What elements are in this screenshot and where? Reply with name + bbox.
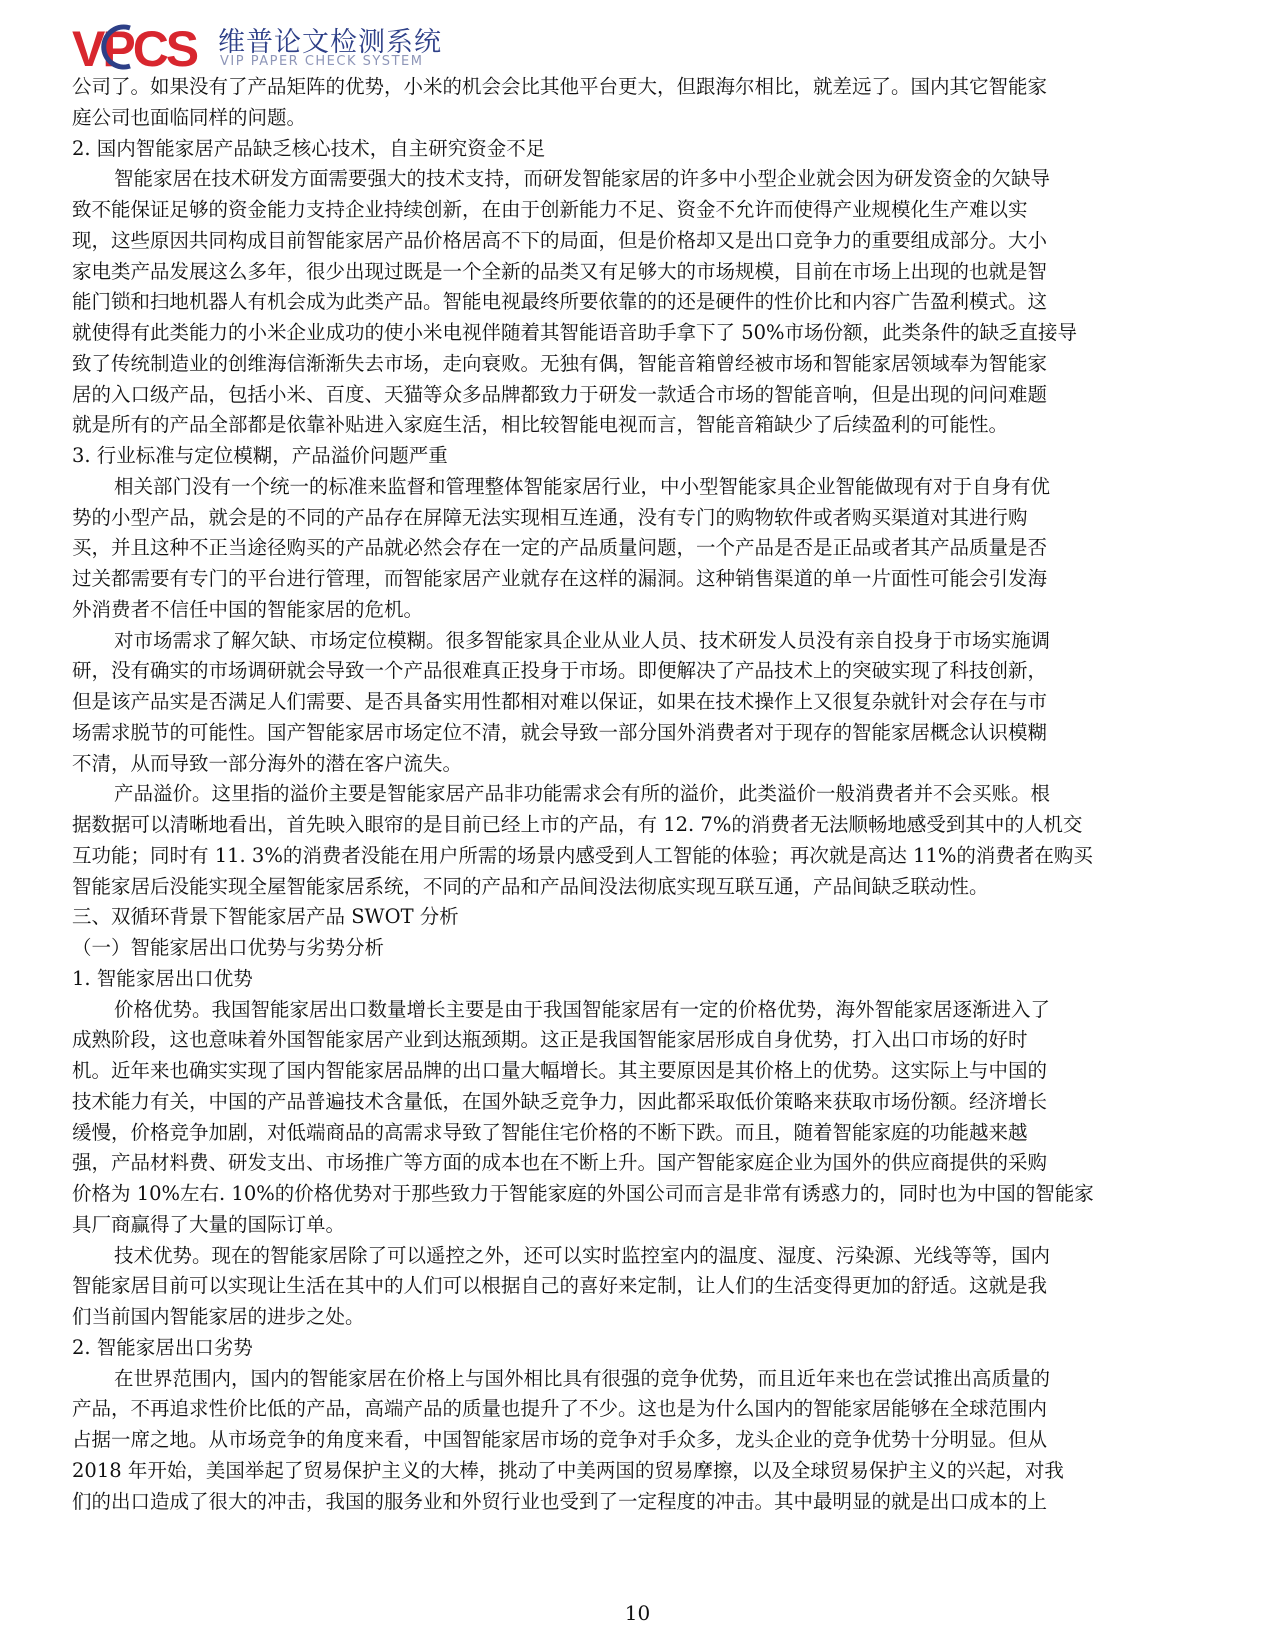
text-line: 缓慢，价格竞争加剧，对低端商品的高需求导致了智能住宅价格的不断下跌。而且，随着智能家庭的功能越来越 bbox=[72, 1120, 1028, 1144]
document-body bbox=[72, 72, 1190, 1517]
text-line: 1. 智能家居出口优势 bbox=[72, 966, 253, 990]
text-line: 居的入口级产品，包括小米、百度、天猫等众多品牌都致力于研发一款适合市场的智能音响，但是出现的问问难题 bbox=[72, 382, 1048, 406]
text-line: 研，没有确实的市场调研就会导致一个产品很难真正投身于市场。即便解决了产品技术上的突破实现了科技创新， bbox=[72, 659, 1048, 683]
text-line: 就是所有的产品全部都是依靠补贴进入家庭生活，相比较智能电视而言，智能音箱缺少了后续盈利的可能性。 bbox=[72, 413, 1009, 437]
text-line: 致了传统制造业的创维海信渐渐失去市场，走向衰败。无独有偶，智能音箱曾经被市场和智能家居领域奉为智能家 bbox=[72, 351, 1048, 375]
text-line: 价格优势。我国智能家居出口数量增长主要是由于我国智能家居有一定的价格优势，海外智能家居逐渐进入了 bbox=[114, 997, 1051, 1021]
text-line: 2. 国内智能家居产品缺乏核心技术，自主研究资金不足 bbox=[72, 136, 546, 160]
text-line: 现，这些原因共同构成目前智能家居产品价格居高不下的局面，但是价格却又是出口竞争力的重要组成部分。大小 bbox=[72, 228, 1048, 252]
text-line: 外消费者不信任中国的智能家居的危机。 bbox=[72, 597, 424, 621]
text-line: 价格为 10%左右. 10%的价格优势对于那些致力于智能家庭的外国公司而言是非常有诱惑力的，同时也为中国的智能家 bbox=[72, 1182, 1094, 1205]
text-line: 们当前国内智能家居的进步之处。 bbox=[72, 1305, 365, 1328]
text-line: 庭公司也面临同样的问题。 bbox=[72, 105, 307, 129]
text-line: 家电类产品发展这么多年，很少出现过既是一个全新的品类又有足够大的市场规模，目前在市场上出现的也就是智 bbox=[72, 259, 1048, 283]
brand-name-cn: 维普论文检测系统 bbox=[218, 27, 442, 58]
text-line: 们的出口造成了很大的冲击，我国的服务业和外贸行业也受到了一定程度的冲击。其中最明显的就是出口成本的上 bbox=[72, 1489, 1048, 1513]
text-line: 就使得有此类能力的小米企业成功的使小米电视伴随着其智能语音助手拿下了 50%市场份额，此类条件的缺乏直接导 bbox=[72, 321, 1078, 344]
text-line: 买，并且这种不正当途径购买的产品就必然会存在一定的产品质量问题，一个产品是否是正品或者其产品质量是否 bbox=[72, 536, 1048, 560]
text-line: 势的小型产品，就会是的不同的产品存在屏障无法实现相互连通，没有专门的购物软件或者购买渠道对其进行购 bbox=[72, 505, 1028, 529]
svg-text:VPCS: VPCS bbox=[72, 21, 197, 74]
text-line: 技术能力有关，中国的产品普遍技术含量低，在国外缺乏竞争力，因此都采取低价策略来获取市场份额。经济增长 bbox=[72, 1089, 1048, 1113]
text-line: 2018 年开始，美国举起了贸易保护主义的大棒，挑动了中美两国的贸易摩擦，以及全球贸易保护主义的兴起，对我 bbox=[72, 1458, 1064, 1482]
text-line: 不清，从而导致一部分海外的潜在客户流失。 bbox=[72, 751, 463, 775]
brand-name-en: VIP PAPER CHECK SYSTEM bbox=[220, 54, 424, 69]
text-line: 智能家居后没能实现全屋智能家居系统，不同的产品和产品间没法彻底实现互联互通，产品间缺乏联动性。 bbox=[72, 874, 989, 898]
text-line: 能门锁和扫地机器人有机会成为此类产品。智能电视最终所要依靠的的还是硬件的性价比和内容广告盈利模式。这 bbox=[72, 290, 1048, 314]
text-line: 场需求脱节的可能性。国产智能家居市场定位不清，就会导致一部分国外消费者对于现存的智能家居概念认识模糊 bbox=[72, 720, 1048, 744]
text-line: 机。近年来也确实实现了国内智能家居品牌的出口量大幅增长。其主要原因是其价格上的优势。这实际上与中国的 bbox=[72, 1059, 1048, 1082]
text-line: 2. 智能家居出口劣势 bbox=[72, 1335, 253, 1359]
text-line: 具厂商赢得了大量的国际订单。 bbox=[72, 1212, 346, 1236]
text-line: 致不能保证足够的资金能力支持企业持续创新，在由于创新能力不足、资金不允许而使得产业规模化生产难以实 bbox=[72, 198, 1028, 221]
text-line: 互功能；同时有 11. 3%的消费者没能在用户所需的场景内感受到人工智能的体验；再次就是高达 11%的消费者在购买 bbox=[72, 843, 1093, 867]
text-line: 产品溢价。这里指的溢价主要是智能家居产品非功能需求会有所的溢价，此类溢价一般消费者并不会买账。根 bbox=[114, 782, 1051, 806]
text-line: 强，产品材料费、研发支出、市场推广等方面的成本也在不断上升。国产智能家庭企业为国外的供应商提供的采购 bbox=[72, 1151, 1048, 1175]
text-line: 占据一席之地。从市场竞争的角度来看，中国智能家居市场的竞争对手众多，龙头企业的竞争优势十分明显。但从 bbox=[72, 1428, 1048, 1451]
text-line: （一）智能家居出口优势与劣势分析 bbox=[72, 936, 385, 959]
text-line: 产品，不再追求性价比低的产品，高端产品的质量也提升了不少。这也是为什么国内的智能家居能够在全球范围内 bbox=[72, 1397, 1048, 1421]
text-line: 智能家居在技术研发方面需要强大的技术支持，而研发智能家居的许多中小型企业就会因为研发资金的欠缺导 bbox=[114, 167, 1051, 191]
text-line: 相关部门没有一个统一的标准来监督和管理整体智能家居行业，中小型智能家具企业智能做现有对于自身有优 bbox=[114, 474, 1051, 498]
document-header bbox=[72, 18, 672, 74]
vpcs-logo bbox=[72, 18, 212, 74]
text-line: 三、双循环背景下智能家居产品 SWOT 分析 bbox=[72, 905, 459, 929]
text-line: 但是该产品实是否满足人们需要、是否具备实用性都相对难以保证，如果在技术操作上又很复杂就针对会存在与市 bbox=[72, 690, 1048, 713]
text-line: 技术优势。现在的智能家居除了可以遥控之外，还可以实时监控室内的温度、湿度、污染源、光线等等，国内 bbox=[114, 1243, 1051, 1267]
text-line: 过关都需要有专门的平台进行管理，而智能家居产业就存在这样的漏洞。这种销售渠道的单一片面性可能会引发海 bbox=[72, 567, 1048, 590]
page-number: 10 bbox=[624, 1601, 651, 1625]
text-line: 公司了。如果没有了产品矩阵的优势，小米的机会会比其他平台更大，但跟海尔相比，就差远了。国内其它智能家 bbox=[72, 75, 1048, 98]
text-line: 智能家居目前可以实现让生活在其中的人们可以根据自己的喜好来定制，让人们的生活变得更加的舒适。这就是我 bbox=[72, 1274, 1048, 1298]
text-line: 在世界范围内，国内的智能家居在价格上与国外相比具有很强的竞争优势，而且近年来也在尝试推出高质量的 bbox=[114, 1366, 1051, 1390]
text-line: 对市场需求了解欠缺、市场定位模糊。很多智能家具企业从业人员、技术研发人员没有亲自投身于市场实施调 bbox=[114, 628, 1051, 652]
text-line: 据数据可以清晰地看出，首先映入眼帘的是目前已经上市的产品，有 12. 7%的消费者无法顺畅地感受到其中的人机交 bbox=[72, 813, 1083, 836]
text-line: 3. 行业标准与定位模糊，产品溢价问题严重 bbox=[72, 444, 448, 467]
text-line: 成熟阶段，这也意味着外国智能家居产业到达瓶颈期。这正是我国智能家居形成自身优势，打入出口市场的好时 bbox=[72, 1028, 1028, 1052]
